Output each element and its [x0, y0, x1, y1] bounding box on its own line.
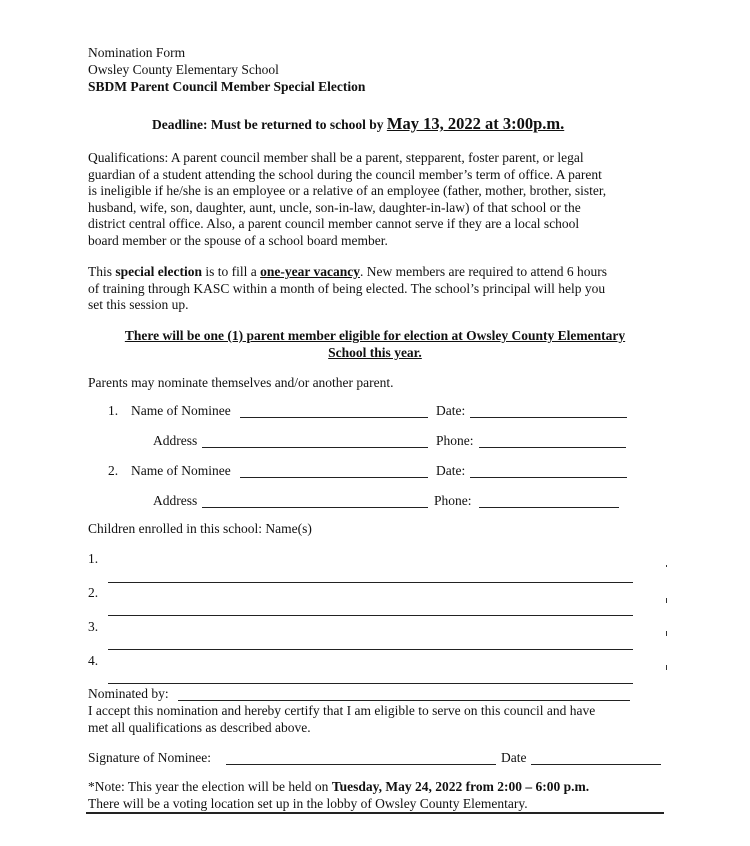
signature-field[interactable]: [226, 764, 496, 765]
child-2-number: 2.: [88, 585, 99, 600]
child-3-tick: [666, 631, 667, 636]
child-2-field[interactable]: [108, 615, 633, 616]
election-title: SBDM Parent Council Member Special Election: [88, 79, 366, 94]
special-election-bold: special election: [115, 264, 202, 279]
acceptance-statement: [88, 703, 595, 736]
school-name: Owsley County Elementary School: [88, 62, 279, 77]
qualifications-line: Qualifications: A parent council member shall be a parent, stepparent, foster parent, or legal: [88, 150, 584, 165]
nominee-1-date-label: Date:: [436, 403, 466, 418]
eligible-notice-line-1: There will be one (1) parent member eligible for election at Owsley County Elementary: [124, 328, 626, 343]
nominee-1-number: 1.: [108, 403, 119, 418]
nominated-by-field[interactable]: [178, 700, 630, 701]
qualifications-paragraph: [88, 150, 606, 249]
qualifications-line: board member or the spouse of a school board member.: [88, 232, 388, 248]
special-election-line-1: This special election is to fill a one-year vacancy. New members are required to attend 6 hours: [88, 264, 608, 279]
nominee-1-address-label: Address: [153, 433, 198, 448]
special-election-paragraph: [88, 264, 607, 314]
deadline: [152, 114, 564, 134]
child-1-number: 1.: [88, 551, 99, 566]
nominee-2-number: 2.: [108, 463, 119, 478]
acceptance-line: met all qualifications as described above.: [88, 719, 311, 735]
nominee-2-date-field[interactable]: [470, 477, 627, 478]
special-election-line-2: of training through KASC within a month of being elected. The school’s principal will help you: [88, 280, 606, 296]
nominee-2-address-field[interactable]: [202, 507, 428, 508]
child-3-number: 3.: [88, 619, 99, 634]
nominee-1-name-label: Name of Nominee: [131, 403, 231, 418]
nominate-intro: Parents may nominate themselves and/or another parent.: [88, 375, 394, 390]
qualifications-line: is ineligible if he/she is an employee or a relative of an employee (father, mother, brother, sister,: [88, 183, 607, 198]
children-label: Children enrolled in this school: Name(s): [88, 521, 312, 536]
eligible-notice-line-2: School this year.: [328, 345, 422, 360]
qualifications-line: district central office. Also, a parent council member cannot serve if they are a local school: [88, 216, 580, 231]
nominee-2-date-label: Date:: [436, 463, 466, 478]
signature-date-field[interactable]: [531, 764, 661, 765]
form-title: Nomination Form: [88, 45, 186, 60]
child-3-field[interactable]: [108, 649, 633, 650]
acceptance-line: I accept this nomination and hereby certify that I am eligible to serve on this council and have: [88, 703, 596, 718]
child-1-tick: [666, 565, 667, 567]
election-datetime: Tuesday, May 24, 2022 from 2:00 – 6:00 p.m.: [331, 779, 590, 794]
special-election-line-3: set this session up.: [88, 297, 189, 312]
nominee-1-address-field[interactable]: [202, 447, 428, 448]
child-4-tick: [666, 665, 667, 670]
qualifications-line: guardian of a student attending the school during the council member’s term of office. A parent: [88, 166, 602, 182]
nominee-2-phone-label: Phone:: [434, 493, 472, 508]
nominee-2-phone-field[interactable]: [479, 507, 619, 508]
deadline-date: May 13, 2022 at 3:00p.m.: [386, 114, 565, 133]
signature-label: Signature of Nominee:: [88, 750, 211, 765]
nominee-2-name-label: Name of Nominee: [131, 463, 231, 478]
qualifications-line: husband, wife, son, daughter, aunt, uncle, son-in-law, daughter-in-law) of that school or the: [88, 199, 581, 215]
child-4-field[interactable]: [108, 683, 633, 684]
nominee-2-name-field[interactable]: [240, 477, 428, 478]
nominee-1-date-field[interactable]: [470, 417, 627, 418]
note-line-1: *Note: This year the election will be held on Tuesday, May 24, 2022 from 2:00 – 6:00 p.m.: [88, 779, 590, 794]
nominee-1-phone-field[interactable]: [479, 447, 626, 448]
nominee-1-name-field[interactable]: [240, 417, 428, 418]
nominee-2-address-label: Address: [153, 493, 198, 508]
child-4-number: 4.: [88, 653, 99, 668]
child-1-field[interactable]: [108, 582, 633, 583]
child-2-tick: [666, 598, 667, 603]
bottom-rule: [86, 812, 664, 814]
note-line-2: There will be a voting location set up in the lobby of Owsley County Elementary.: [88, 796, 528, 811]
signature-date-label: Date: [501, 750, 527, 765]
one-year-vacancy: one-year vacancy: [260, 264, 360, 279]
deadline-label: Deadline: Must be returned to school by: [152, 117, 387, 132]
nominee-1-phone-label: Phone:: [436, 433, 474, 448]
nominated-by-label: Nominated by:: [88, 686, 169, 701]
